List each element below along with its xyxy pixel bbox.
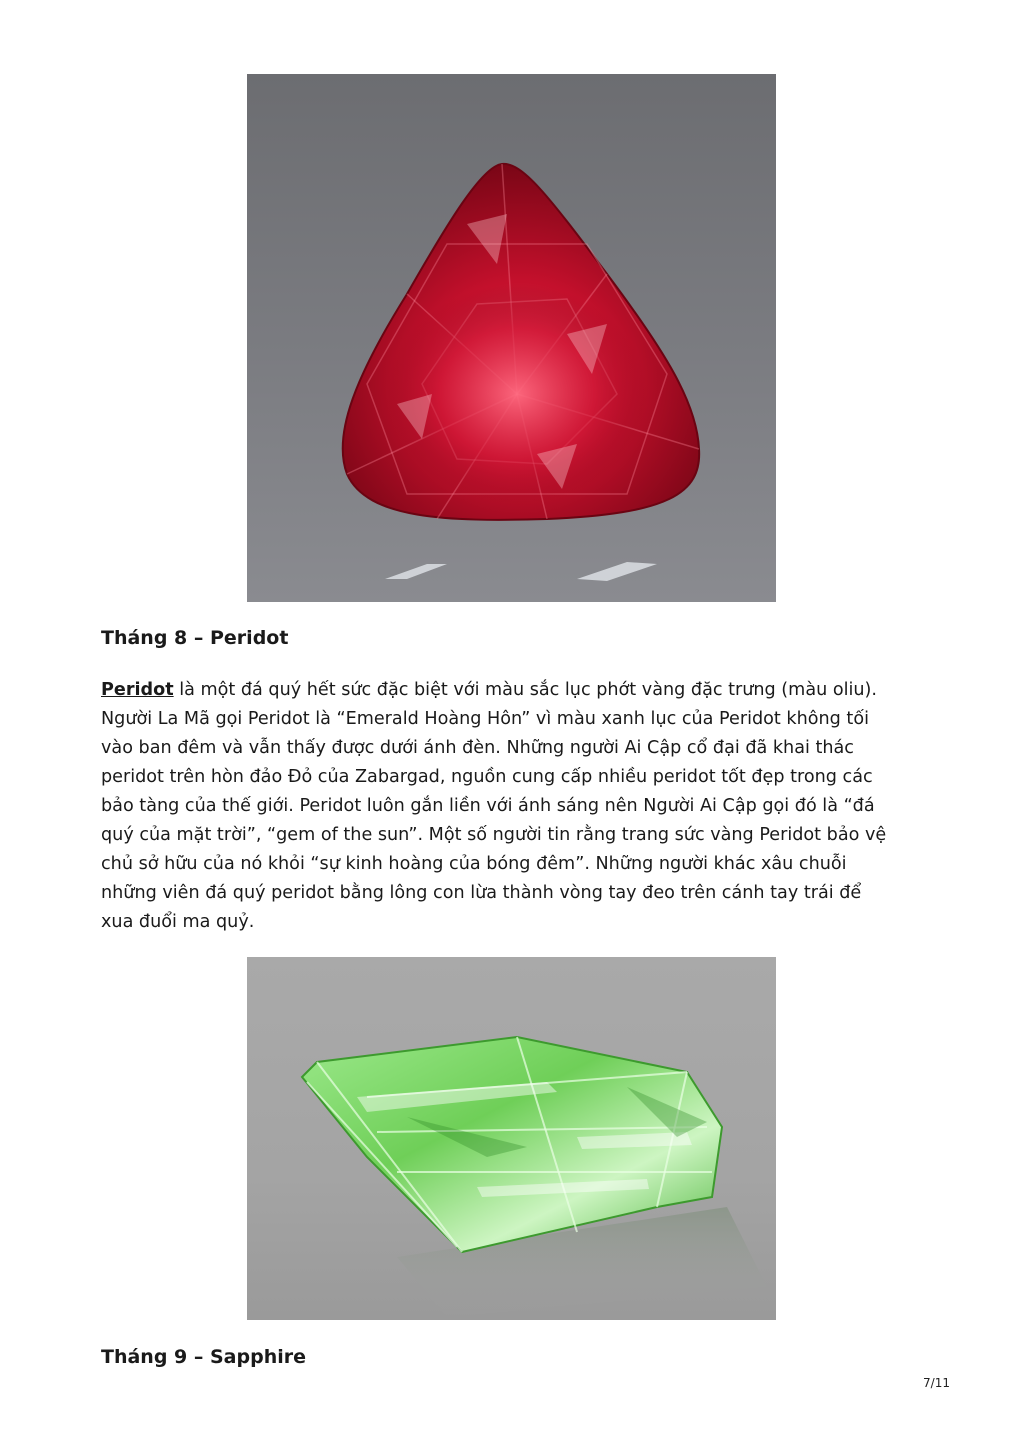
- ruby-gem-image: [247, 74, 776, 602]
- paragraph-line: Người La Mã gọi Peridot là “Emerald Hoàng Hôn” vì màu xanh lục của Peridot không tối: [101, 709, 869, 729]
- peridot-description: [101, 676, 921, 937]
- paragraph-line: quý của mặt trời”, “gem of the sun”. Một số người tin rằng trang sức vàng Peridot bảo vệ: [101, 825, 887, 845]
- paragraph-line: [101, 676, 921, 705]
- paragraph-line: vào ban đêm và vẫn thấy được dưới ánh đèn. Những người Ai Cập cổ đại đã khai thác: [101, 738, 854, 758]
- paragraph-line: peridot trên hòn đảo Đỏ của Zabargad, nguồn cung cấp nhiều peridot tốt đẹp trong các: [101, 767, 873, 787]
- paragraph-line: xua đuổi ma quỷ.: [101, 912, 255, 932]
- paragraph-line-text: là một đá quý hết sức đặc biệt với màu sắc lục phớt vàng đặc trưng (màu oliu).: [173, 680, 877, 700]
- ruby-gem-illustration: [247, 74, 776, 602]
- paragraph-line: bảo tàng của thế giới. Peridot luôn gắn liền với ánh sáng nên Người Ai Cập gọi đó là “đá: [101, 796, 875, 816]
- paragraph-line: chủ sở hữu của nó khỏi “sự kinh hoàng của bóng đêm”. Những người khác xâu chuỗi: [101, 854, 847, 874]
- section-heading-august: Tháng 8 – Peridot: [101, 627, 289, 649]
- paragraph-line: những viên đá quý peridot bằng lông con lừa thành vòng tay đeo trên cánh tay trái để: [101, 883, 862, 903]
- peridot-gem-image: [247, 957, 776, 1320]
- page-number: 7/11: [923, 1376, 950, 1390]
- peridot-link[interactable]: Peridot: [101, 680, 174, 700]
- section-heading-september: Tháng 9 – Sapphire: [101, 1346, 307, 1368]
- peridot-gem-illustration: [247, 957, 776, 1320]
